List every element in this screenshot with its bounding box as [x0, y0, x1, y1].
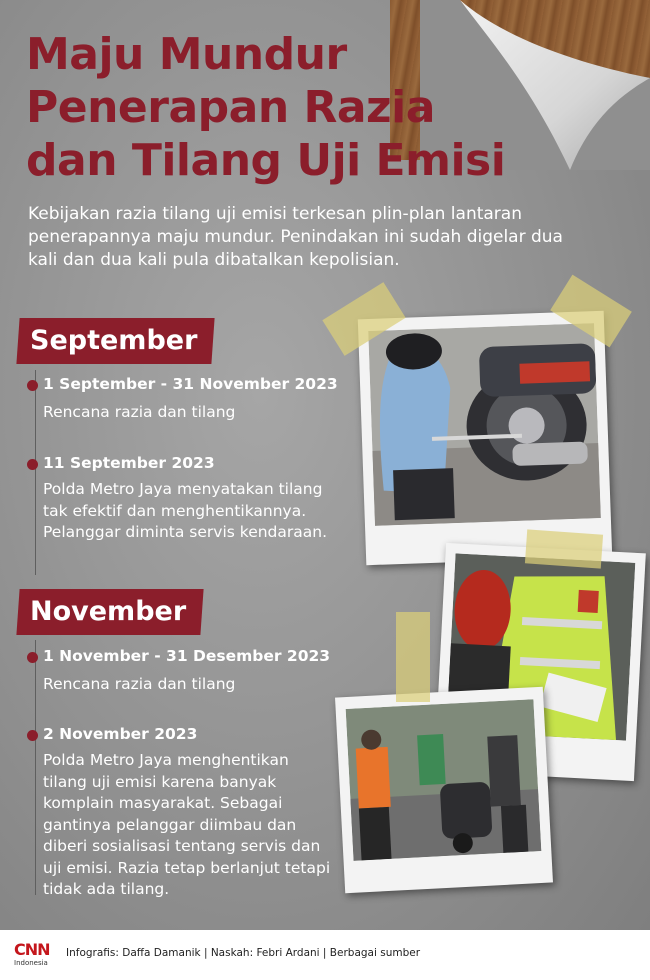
event-date: 1 November - 31 Desember 2023 — [43, 647, 331, 665]
timeline-dot — [27, 380, 38, 391]
month-label-september: September — [16, 318, 215, 364]
event-description: Polda Metro Jaya menyatakan tilang tak efektif dan menghentikannya. Pelanggar diminta servis kendaraan. — [43, 480, 328, 541]
credits-text: Infografis: Daffa Damanik | Naskah: Febri Ardani | Berbagai sumber — [66, 947, 421, 959]
footer-bar — [0, 930, 650, 980]
event-date: 1 September - 31 November 2023 — [43, 375, 338, 393]
page-title — [26, 28, 505, 187]
cnn-logo: CNN — [14, 940, 50, 959]
timeline-dot — [27, 652, 38, 663]
event-date: 2 November 2023 — [43, 725, 198, 743]
photo-image — [346, 699, 542, 861]
photo-emission-test — [358, 311, 612, 565]
timeline-line — [35, 370, 36, 575]
event-date: 11 September 2023 — [43, 454, 215, 472]
intro-text: Kebijakan razia tilang uji emisi terkesan plin-plan lantaran penerapannya maju mundur. Penindakan ini sudah digelar dua kali dan dua kali pula dibatalkan kepolisian. — [28, 204, 563, 270]
timeline-dot — [27, 730, 38, 741]
event-description: Rencana razia dan tilang — [43, 403, 236, 421]
photo-traffic-stop — [335, 687, 553, 894]
tape-strip — [396, 612, 430, 702]
event-description: Rencana razia dan tilang — [43, 675, 236, 693]
title-line-3: dan Tilang Uji Emisi — [26, 135, 506, 186]
title-line-2: Penerapan Razia — [26, 82, 435, 133]
month-label-november: November — [16, 589, 203, 635]
title-line-1: Maju Mundur — [26, 29, 347, 80]
tape-strip — [525, 529, 603, 568]
timeline-dot — [27, 459, 38, 470]
cnn-logo-subtitle: Indonesia — [14, 959, 48, 967]
timeline-line — [35, 640, 36, 895]
event-description: Polda Metro Jaya menghentikan tilang uji emisi karena banyak komplain masyarakat. Sebagai gantinya pelanggar diimbau dan diberi sosialisasi tentang servis dan uji emisi. Razia tetap berlanjut tetapi tidak ada tilang. — [43, 751, 331, 898]
photo-image — [368, 323, 601, 526]
